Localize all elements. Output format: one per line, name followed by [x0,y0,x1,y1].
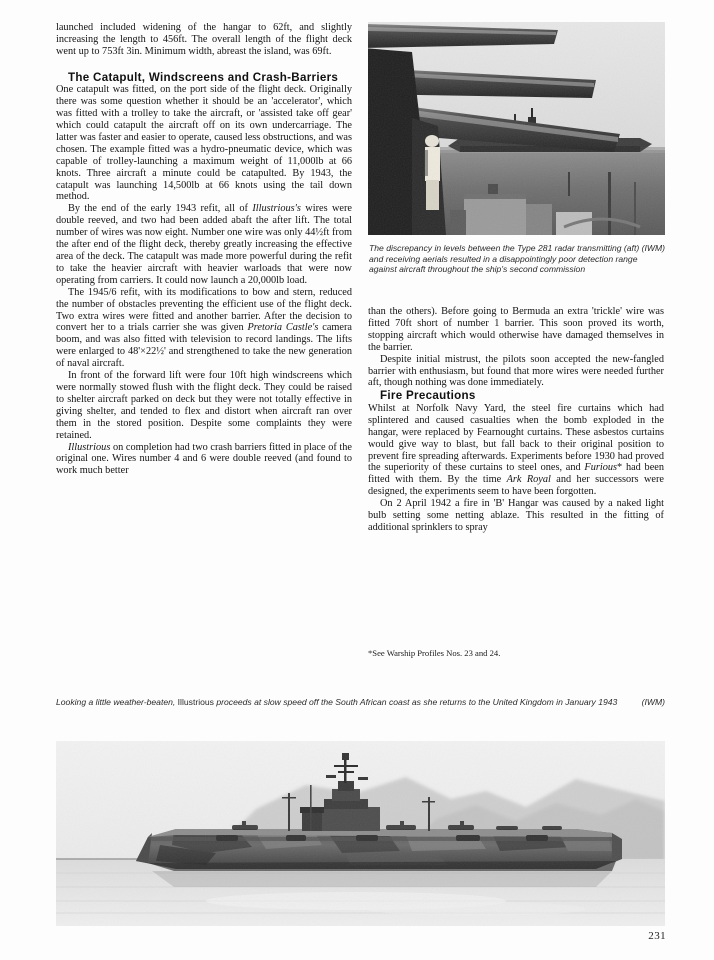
left-text-column [56,22,352,477]
caption-bottom-text-a: Looking a little weather-beaten, [56,697,178,707]
caption-bottom-ship-name: Illustrious [177,697,214,707]
r3-text-a: Whilst at Norfolk Navy Yard, the steel fire curtains which had splintered and caused casualties when the bomb exploded in the hangar, were replaced by Fearnought curtains. These asbestos curtains would give way to blast, but fall back to their original position to prevent fire spreading afterwards. Experiments before 1930 had proved the superiority of these curtains to steel ones, and [368,402,664,474]
r3-footnote-marker: * [617,462,623,474]
photo-illustrious-at-sea [56,741,665,926]
paragraph-trickle-wire: than the others). Before going to Bermuda an extra 'trickle' wire was fitted 70ft short of number 1 barrier. This soon proved its worth, stopping aircraft which would otherwise have damaged themselves in the barrier. [368,306,664,353]
r3-italic-furious: Furious [584,462,618,474]
paragraph-refit-wires [56,203,352,286]
p6-text-b: on completion had two crash barriers fitted in place of the original one. Wires number 4 and 6 were double reeved (and found to work much better [56,441,352,477]
paragraph-crash-barriers [56,442,352,478]
paragraph-launched: launched included widening of the hangar to 62ft, and slightly increasing the length to 456ft. The overall length of the flight deck went up to 753ft 3in. Minimum width, abreast the island, was 69ft. [56,22,352,57]
r3-text-c: and her successors were designed, the experiments seem to have been forgotten. [368,474,664,498]
photo-top-graphic [368,22,665,235]
p3-text-b: wires were double reeved, and two had been added abaft the after lift. The total number of wires was now eight. Number one wire was only 44½ft from the after end of the flight deck, thereby greatly increasing the effective area of the deck. The catapult was made more powerful during the refit to take the heavier aircraft with heavier warloads that were now operating from carriers. It could now launch a 20,000lb load. [56,203,352,286]
caption-bottom-credit: (IWM) [641,697,665,707]
paragraph-fire-curtains [368,403,664,498]
caption-bottom-photo [56,697,665,708]
p3-italic-illustrious: Illustrious's [252,203,301,215]
paragraph-1945-refit [56,287,352,370]
heading-catapult-windscreens: The Catapult, Windscreens and Crash-Barriers [68,70,339,84]
p3-text-a: By the end of the early 1943 refit, all of [68,203,253,215]
paragraph-windscreens: In front of the forward lift were four 10ft high windscreens which were normally stowed flush with the flight deck. They could be raised to shelter aircraft parked on deck but they were not totally effective in giving shelter, and tended to flex and distort when aircraft ran over them in the stored position. Despite some complaints they were retained. [56,370,352,441]
paragraph-one-catapult: One catapult was fitted, on the port side of the flight deck. Originally there was some question whether it should be an 'accelerator', which was fitted with a trolley to take the aircraft, or 'assisted take off gear' which could catapult the aircraft off on its own undercarriage. The latter was faster and easier to operate, caused less obstructions, and was chosen. The example fitted was a hydro-pneumatic device, which was capable of trolley-launching a maximum weight of 11,000lb at 66 knots. Three aircraft a minute could be catapulted. By 1943, the catapult was launching 14,500lb at 66 knots using the tail down method. [56,84,352,203]
photo-radar-aerials [368,22,665,235]
caption-bottom-text-b: proceeds at slow speed off the South African coast as she returns to the United Kingdom in January 1943 [213,697,618,707]
p4-text-b: camera boom, and was also fitted with television to record landings. The lifts were enlarged to 48'×22½' and strengthened to take the new generation of naval aircraft. [56,322,352,370]
paragraph-hangar-fire: On 2 April 1942 a fire in 'B' Hangar was caused by a naked light bulb setting some netting ablaze. This resulted in the fitting of additional sprinklers to spray [368,498,664,533]
r3-text-b: had been fitted with them. By the time [368,462,664,486]
caption-top-credit: (IWM) [641,243,665,253]
r3-italic-ark-royal: Ark Royal [506,474,551,486]
footnote-warship-profiles: *See Warship Profiles Nos. 23 and 24. [368,648,501,658]
heading-fire-precautions: Fire Precautions [380,389,476,403]
photo-bottom-graphic [56,741,665,926]
p4-text-a: The 1945/6 refit, with its modifications to bow and stern, reduced the number of obstacles preventing the efficient use of the flight deck. Two extra wires were fitted and another barrier. After the decision to convert her to a trials carrier she was given [56,286,352,334]
page-number: 231 [648,930,666,942]
p6-italic-illustrious: Illustrious [68,441,111,453]
paragraph-pilots-accepted: Despite initial mistrust, the pilots soon accepted the new-fangled barrier with enthusiasm, but found that more wires were needed further aft, though nothing was done immediately. [368,353,664,389]
p4-italic-pretoria-castle: Pretoria Castle's [247,322,319,334]
right-text-column [368,306,664,534]
caption-top-photo [369,243,665,275]
caption-top-text: The discrepancy in levels between the Type 281 radar transmitting (aft) and receiving aerials resulted in a disappointingly poor detection range against aircraft throughout the ship's second commission [369,243,640,275]
